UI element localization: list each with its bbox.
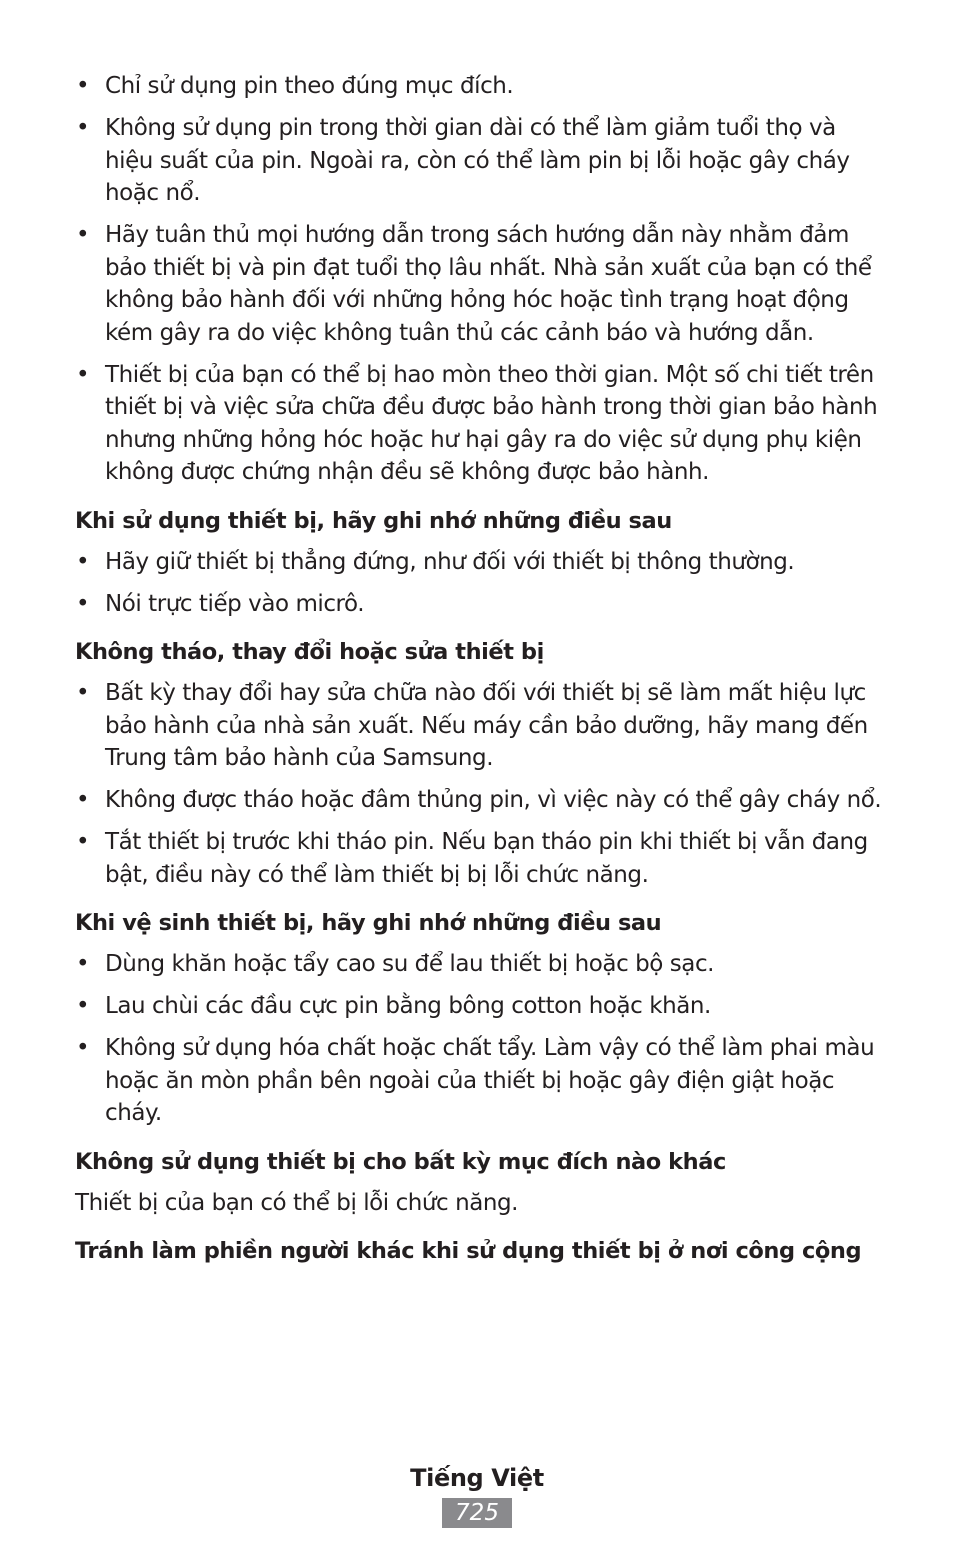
no-modify-bullet-list bbox=[75, 677, 890, 891]
section-heading-public-places: Tránh làm phiền người khác khi sử dụng thiết bị ở nơi công cộng bbox=[75, 1238, 862, 1264]
list-item: • Không sử dụng hóa chất hoặc chất tẩy. Làm vậy có thể làm phai màu hoặc ăn mòn phần bên ngoài của thiết bị hoặc gây điện giật hoặc cháy. bbox=[75, 1032, 890, 1130]
list-item: • Không được tháo hoặc đâm thủng pin, vì việc này có thể gây cháy nổ. bbox=[75, 784, 890, 817]
list-item: • Chỉ sử dụng pin theo đúng mục đích. bbox=[75, 70, 890, 103]
list-item: • Bất kỳ thay đổi hay sửa chữa nào đối với thiết bị sẽ làm mất hiệu lực bảo hành của nhà sản xuất. Nếu máy cần bảo dưỡng, hãy mang đến Trung tâm bảo hành của Samsung. bbox=[75, 677, 890, 775]
list-item: • Dùng khăn hoặc tẩy cao su để lau thiết bị hoặc bộ sạc. bbox=[75, 948, 890, 981]
other-purpose-paragraph: Thiết bị của bạn có thể bị lỗi chức năng. bbox=[75, 1189, 519, 1216]
list-item: • Không sử dụng pin trong thời gian dài có thể làm giảm tuổi thọ và hiệu suất của pin. Ngoài ra, còn có thể làm pin bị lỗi hoặc gây cháy hoặc nổ. bbox=[75, 112, 890, 210]
list-item: • Hãy tuân thủ mọi hướng dẫn trong sách hướng dẫn này nhằm đảm bảo thiết bị và pin đạt tuổi thọ lâu nhất. Nhà sản xuất của bạn có thể không bảo hành đối với những hỏng hóc hoặc tình trạng hoạt động kém gây ra do việc không tuân thủ các cảnh báo và hướng dẫn. bbox=[75, 219, 890, 349]
cleaning-bullet-list bbox=[75, 948, 890, 1130]
list-item: • Tắt thiết bị trước khi tháo pin. Nếu bạn tháo pin khi thiết bị vẫn đang bật, điều này có thể làm thiết bị bị lỗi chức năng. bbox=[75, 826, 890, 891]
page-number-badge: 725 bbox=[442, 1498, 512, 1528]
section-heading-no-modify: Không tháo, thay đổi hoặc sửa thiết bị bbox=[75, 639, 544, 665]
battery-bullet-list bbox=[75, 70, 890, 489]
list-item: • Hãy giữ thiết bị thẳng đứng, như đối với thiết bị thông thường. bbox=[75, 546, 890, 579]
footer-language: Tiếng Việt bbox=[410, 1464, 544, 1492]
usage-bullet-list bbox=[75, 546, 890, 621]
section-heading-cleaning: Khi vệ sinh thiết bị, hãy ghi nhớ những điều sau bbox=[75, 910, 662, 936]
list-item: • Lau chùi các đầu cực pin bằng bông cotton hoặc khăn. bbox=[75, 990, 890, 1023]
section-heading-usage: Khi sử dụng thiết bị, hãy ghi nhớ những điều sau bbox=[75, 507, 672, 534]
page-content bbox=[75, 70, 890, 1276]
list-item: • Nói trực tiếp vào micrô. bbox=[75, 588, 890, 621]
list-item: • Thiết bị của bạn có thể bị hao mòn theo thời gian. Một số chi tiết trên thiết bị và việc sửa chữa đều được bảo hành trong thời gian bảo hành nhưng những hỏng hóc hoặc hư hại gây ra do việc sử dụng phụ kiện không được chứng nhận đều sẽ không được bảo hành. bbox=[75, 359, 890, 489]
section-heading-other-purpose: Không sử dụng thiết bị cho bất kỳ mục đích nào khác bbox=[75, 1148, 726, 1175]
page-footer bbox=[0, 1462, 954, 1528]
